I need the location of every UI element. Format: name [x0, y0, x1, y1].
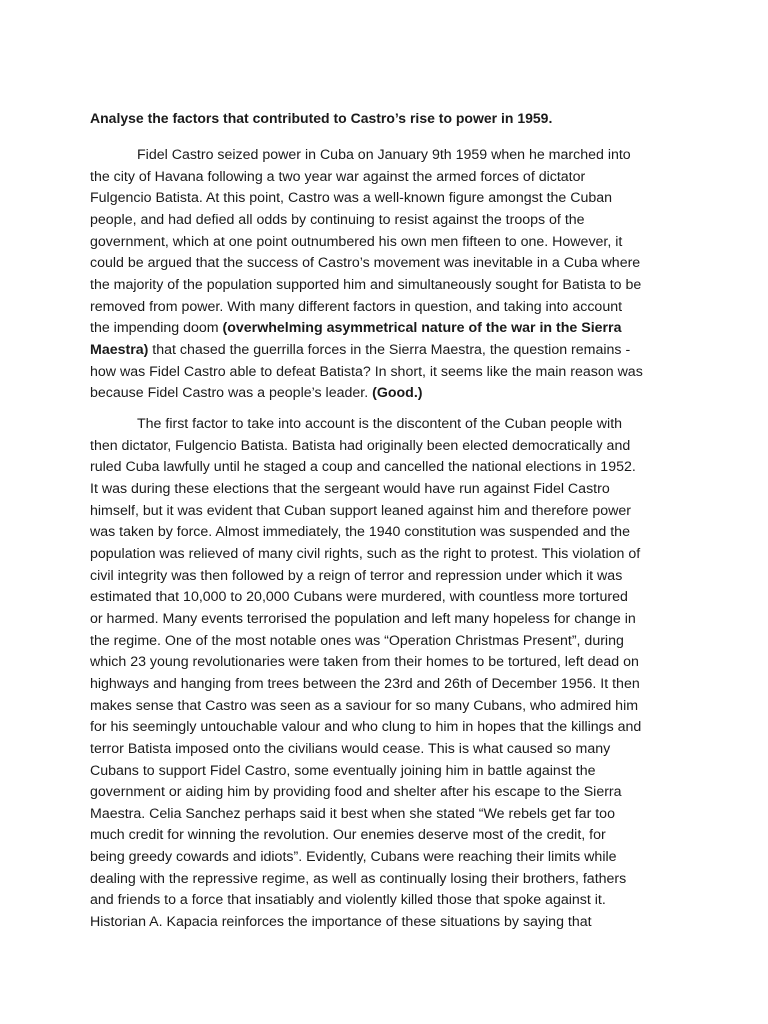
text-segment: the city of Havana following a two year war against the armed forces of dictator: [90, 168, 586, 185]
text-line: then dictator, Fulgencio Batista. Batista had originally been elected democratically and: [90, 437, 631, 454]
text-segment: people, and had defied all odds by continuing to resist against the troops of the: [90, 211, 585, 228]
text-line: was taken by force. Almost immediately, the 1940 constitution was suspended and the: [90, 524, 630, 541]
text-line: The first factor to take into account is the discontent of the Cuban people with: [137, 416, 623, 432]
text-line: the regime. One of the most notable ones was “Operation Christmas Present”, during: [90, 632, 624, 649]
introduction-paragraph: [90, 145, 643, 405]
text-segment: how was Fidel Castro able to defeat Batista? In short, it seems like the main reason was: [90, 363, 643, 380]
text-line: much credit for winning the revolution. Our enemies deserve most of the credit, for: [90, 827, 606, 844]
text-line: or harmed. Many events terrorised the population and left many hopeless for change in: [90, 610, 636, 627]
text-line: dealing with the repressive regime, as well as continually losing their brothers, fathers: [90, 870, 627, 887]
bold-annotation: (Good.): [372, 385, 423, 402]
text-line: [90, 167, 643, 189]
text-line: Cubans to support Fidel Castro, some eventually joining him in battle against the: [90, 762, 596, 779]
text-line: civil integrity was then followed by a reign of terror and repression under which it was: [90, 567, 623, 584]
text-segment: could be argued that the success of Castro’s movement was inevitable in a Cuba where: [90, 255, 641, 272]
text-line: which 23 young revolutionaries were taken from their homes to be tortured, left dead on: [90, 654, 639, 671]
text-line: [90, 318, 643, 340]
text-line: terror Batista imposed onto the civilians would cease. This is what caused so many: [90, 740, 611, 757]
text-line: [90, 383, 643, 405]
text-line: makes sense that Castro was seen as a saviour for so many Cubans, who admired him: [90, 697, 639, 714]
text-line: [90, 362, 643, 384]
text-line: [90, 210, 643, 232]
text-line: ruled Cuba lawfully until he staged a coup and cancelled the national elections in 1952.: [90, 459, 636, 476]
text-line: [90, 297, 643, 319]
text-line: population was relieved of many civil rights, such as the right to protest. This violation of: [90, 545, 641, 562]
bold-annotation: (overwhelming asymmetrical nature of the war in the Sierra: [222, 320, 622, 337]
text-line: highways and hanging from trees between the 23rd and 26th of December 1956. It then: [90, 675, 640, 692]
text-segment: Fulgencio Batista. At this point, Castro was a well-known figure amongst the Cuban: [90, 190, 613, 207]
essay-title: Analyse the factors that contributed to Castro’s rise to power in 1959.: [90, 110, 553, 126]
text-line: [90, 145, 643, 167]
text-segment: because Fidel Castro was a people’s leader.: [90, 385, 373, 402]
text-segment: government, which at one point outnumbered his own men fifteen to one. However, it: [90, 233, 623, 250]
text-segment: the majority of the population supported him and simultaneously sought for Batista to be: [90, 276, 642, 293]
text-segment: removed from power. With many different factors in question, and taking into account: [90, 298, 623, 315]
text-line: estimated that 10,000 to 20,000 Cubans were murdered, with countless more tortured: [90, 589, 628, 606]
text-line: [90, 253, 643, 275]
text-segment: the impending doom: [90, 320, 223, 337]
text-line: being greedy cowards and idiots”. Evidently, Cubans were reaching their limits while: [90, 849, 617, 866]
text-line: and friends to a force that insatiably and violently killed those that spoke against it.: [90, 892, 606, 909]
text-line: [90, 188, 643, 210]
text-line: Historian A. Kapacia reinforces the importance of these situations by saying that: [90, 914, 592, 931]
text-line: himself, but it was evident that Cuban support leaned against him and therefore power: [90, 502, 632, 519]
text-line: [90, 232, 643, 254]
text-line: [90, 275, 643, 297]
text-line: government or aiding him by providing food and shelter after his escape to the Sierra: [90, 784, 622, 801]
body-paragraph: [90, 414, 641, 934]
text-segment: that chased the guerrilla forces in the Sierra Maestra, the question remains -: [148, 341, 631, 358]
text-line: [90, 340, 643, 362]
text-line: for his seemingly untouchable valour and who clung to him in hopes that the killings and: [90, 719, 642, 736]
text-line: It was during these elections that the sergeant would have run against Fidel Castro: [90, 480, 610, 497]
text-line: Maestra. Celia Sanchez perhaps said it best when she stated “We rebels get far too: [90, 805, 615, 822]
bold-annotation: Maestra): [90, 341, 149, 358]
text-segment: Fidel Castro seized power in Cuba on January 9th 1959 when he marched into: [137, 147, 631, 163]
